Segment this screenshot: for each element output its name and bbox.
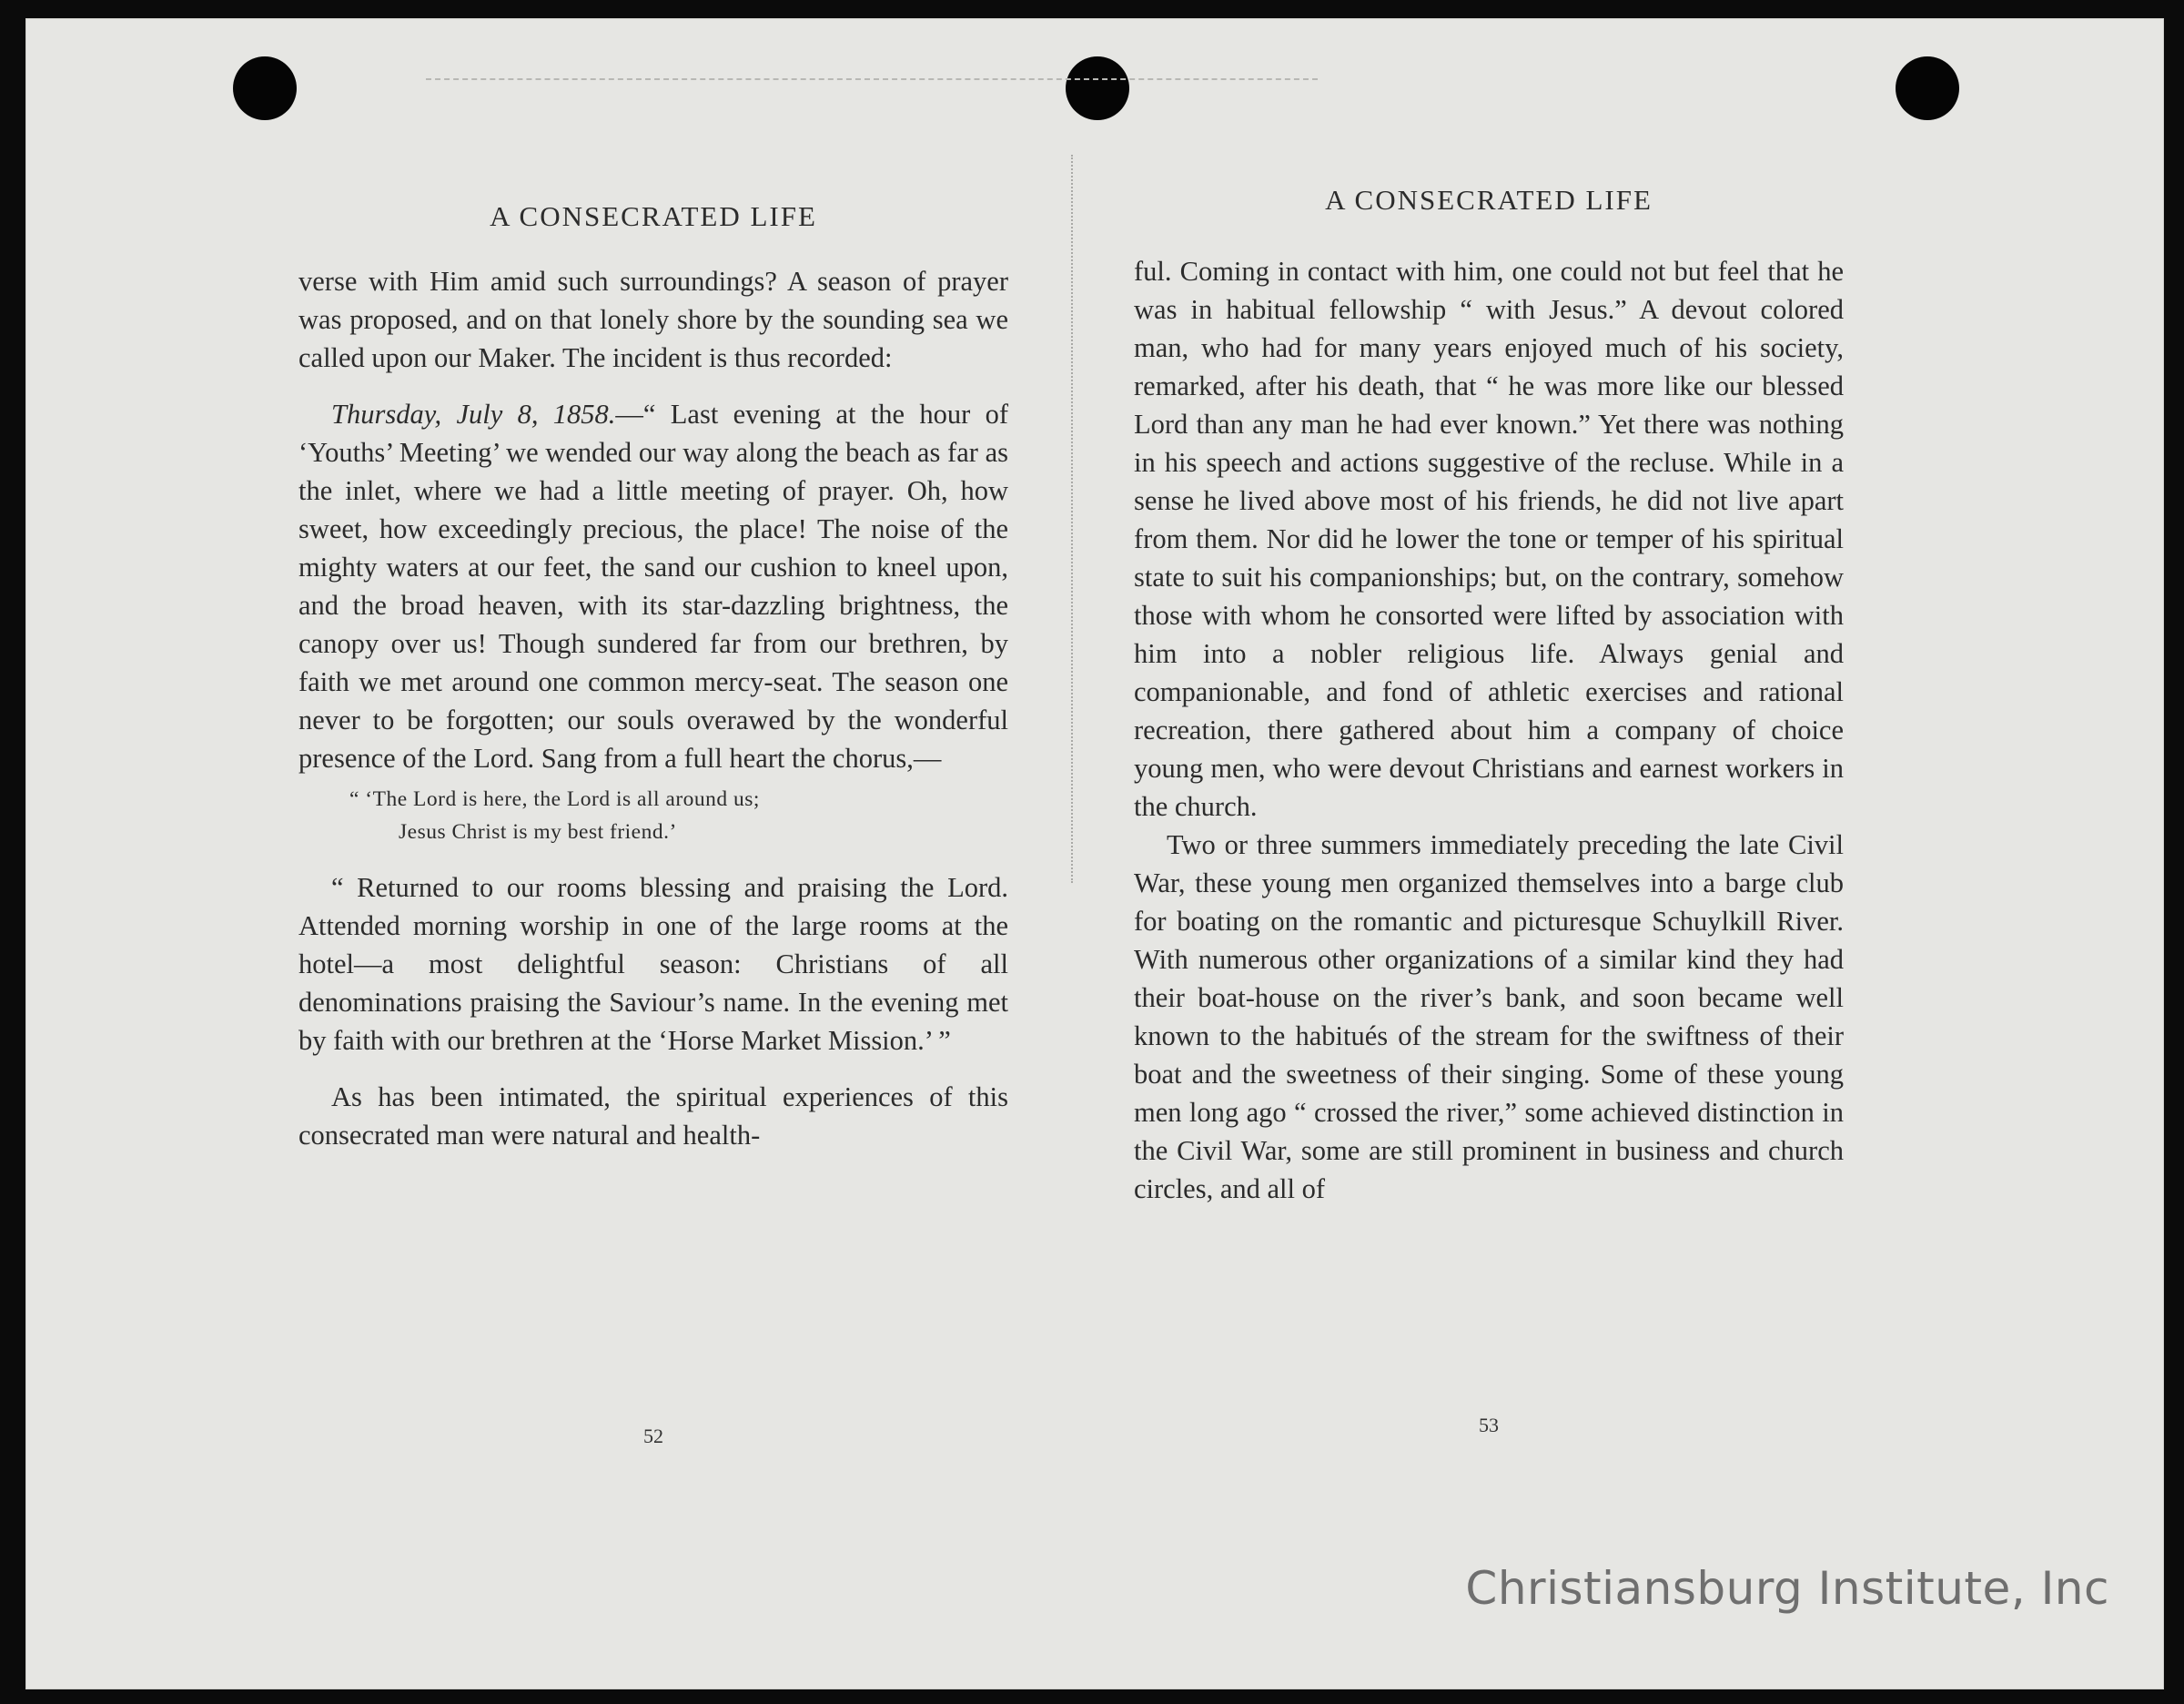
scanned-sheet [25, 18, 2164, 1689]
verse-line-2: Jesus Christ is my best friend.’ [399, 820, 677, 844]
verse-line-1: “ ‘The Lord is here, the Lord is all around us; [349, 787, 760, 811]
right-body-text [1134, 252, 1844, 1208]
binder-hole-left [233, 56, 297, 120]
left-page-number: 52 [643, 1425, 663, 1447]
right-page-number: 53 [1479, 1414, 1499, 1436]
binder-hole-center [1066, 56, 1129, 120]
diary-date: Thursday, July 8, 1858. [331, 399, 616, 430]
diary-dash: —“ [615, 399, 671, 430]
right-paragraph-1: ful. Coming in contact with him, one could not but feel that he was in habitual fellowship “ with Jesus.” A devout colored man, who had for many years enjoyed much of his society, remarked, after his death, that “ he was more like our blessed Lord than any man he had ever known.” Yet there was nothing in his speech and actions suggestive of the recluse. While in a sense he lived above most of his friends, he did not live apart from them. Nor did he lower the tone or temper of his spiritual state to suit his companionships; but, on the contrary, somehow those with whom he consorted were lifted by association with him into a nobler religious life. Always genial and companionable, and fond of athletic exercises and rational recreation, there gathered about him a company of choice young men, who were devout Christians and earnest workers in the church. [1134, 256, 1844, 822]
left-body-text [298, 262, 1008, 1154]
diary-entry-text: Last evening at the hour of ‘Youths’ Meeting’ we wended our way along the beach as far as the inlet, where we had a little meeting of prayer. Oh, how sweet, how exceedingly precious, the place! The noise of the mighty waters at our feet, the sand our cushion to kneel upon, and the broad heaven, with its star-dazzling brightness, the canopy over us! Though sundered far from our brethren, by faith we met around one common mercy-seat. The season one never to be forgotten; our souls overawed by the wonderful presence of the Lord. Sang from a full heart the chorus,— [298, 399, 1008, 774]
institution-watermark: Christiansburg Institute, Inc [1465, 1562, 2109, 1615]
left-page [298, 18, 1008, 1689]
right-page [1134, 18, 1844, 1689]
right-paragraph-2: Two or three summers immediately preceding the late Civil War, these young men organized themselves into a barge club for boating on the romantic and picturesque Schuylkill River. With numerous other organizations of a similar kind they had their boat-house on the river’s bank, and soon became well known to the habitués of the stream for the swiftness of their boat and the sweetness of their singing. Some of these young men long ago “ crossed the river,” some achieved distinction in the Civil War, some are still prominent in business and church circles, and all of [1134, 829, 1844, 1204]
binder-hole-right [1896, 56, 1959, 120]
left-paragraph-2 [298, 395, 1008, 777]
left-paragraph-3: “ Returned to our rooms blessing and praising the Lord. Attended morning worship in one of the large rooms at the hotel—a most delightful season: Christians of all denominations praising the Saviour’s name. In the evening met by faith with our brethren at the ‘Horse Market Mission.’ ” [298, 872, 1008, 1056]
gutter-marks [1071, 155, 1075, 883]
right-running-head: A CONSECRATED LIFE [1325, 184, 1653, 216]
left-paragraph-4: As has been intimated, the spiritual experiences of this consecrated man were natural and health- [298, 1081, 1008, 1151]
hymn-verse [349, 783, 1008, 848]
left-paragraph-1: verse with Him amid such surroundings? A season of prayer was proposed, and on that lonely shore by the sounding sea we called upon our Maker. The incident is thus recorded: [298, 266, 1008, 373]
left-running-head: A CONSECRATED LIFE [490, 200, 817, 232]
